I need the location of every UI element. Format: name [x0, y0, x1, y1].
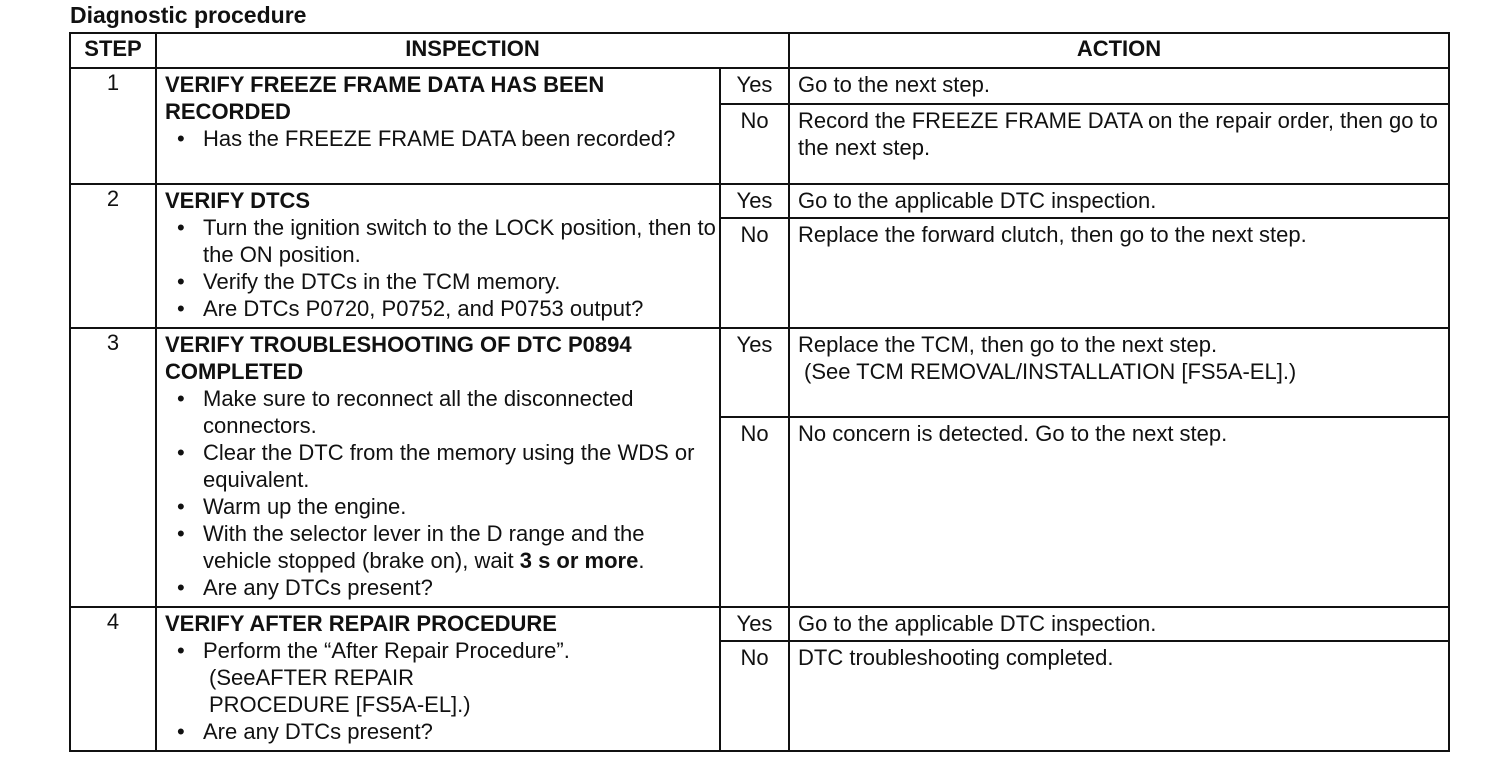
inspection-cell	[156, 184, 720, 328]
no-action: Record the FREEZE FRAME DATA on the repair order, then go to the next step.	[789, 104, 1449, 184]
inspection-bullet: • Verify the DTCs in the TCM memory.	[165, 268, 719, 295]
table-header-row	[70, 33, 1449, 68]
bullet-text: .	[638, 548, 645, 573]
header-inspection: INSPECTION	[156, 33, 789, 68]
inspection-bullet: • Make sure to reconnect all the disconnected connectors.	[165, 385, 719, 439]
step-number: 4	[70, 607, 156, 751]
no-label: No	[720, 641, 789, 751]
action-reference: (See TCM REMOVAL/INSTALLATION [FS5A-EL].)	[804, 359, 1297, 384]
inspection-bullet: • Has the FREEZE FRAME DATA been recorded?	[165, 125, 719, 152]
inspection-headline: VERIFY FREEZE FRAME DATA HAS BEEN RECORDED	[165, 72, 605, 124]
inspection-headline: VERIFY AFTER REPAIR PROCEDURE	[165, 611, 557, 636]
inspection-bullet: • Turn the ignition switch to the LOCK position, then to the ON position.	[165, 214, 719, 268]
no-action: DTC troubleshooting completed.	[789, 641, 1449, 751]
table-row	[70, 184, 1449, 218]
no-label: No	[720, 417, 789, 607]
inspection-bullet: • Clear the DTC from the memory using the WDS or equivalent.	[165, 439, 719, 493]
inspection-list	[165, 637, 719, 745]
yes-action: Go to the applicable DTC inspection.	[789, 607, 1449, 641]
header-step: STEP	[70, 33, 156, 68]
yes-label: Yes	[720, 184, 789, 218]
inspection-bullet: • Are any DTCs present?	[165, 718, 719, 745]
inspection-cell	[156, 607, 720, 751]
inspection-cell	[156, 68, 720, 184]
inspection-headline: VERIFY DTCS	[165, 188, 311, 213]
page-title: Diagnostic procedure	[70, 2, 307, 28]
inspection-bullet: • Are any DTCs present?	[165, 574, 719, 601]
table-row	[70, 328, 1449, 417]
yes-action: Go to the applicable DTC inspection.	[789, 184, 1449, 218]
yes-label: Yes	[720, 68, 789, 104]
inspection-bullet	[165, 520, 719, 574]
inspection-cell	[156, 328, 720, 607]
step-number: 2	[70, 184, 156, 328]
no-label: No	[720, 104, 789, 184]
no-label: No	[720, 218, 789, 328]
inspection-headline: VERIFY TROUBLESHOOTING OF DTC P0894 COMPLETED	[165, 332, 632, 384]
step-number: 1	[70, 68, 156, 184]
inspection-bullet	[165, 637, 719, 718]
inspection-list	[165, 214, 719, 322]
yes-label: Yes	[720, 607, 789, 641]
bullet-text: Perform the “After Repair Procedure”.	[203, 638, 570, 663]
bullet-text: With the selector lever in the D range and the vehicle stopped (brake on), wait	[203, 521, 645, 573]
no-action: No concern is detected. Go to the next step.	[789, 417, 1449, 607]
no-action: Replace the forward clutch, then go to the next step.	[789, 218, 1449, 328]
inspection-list	[165, 125, 719, 152]
inspection-bullet: • Are DTCs P0720, P0752, and P0753 output?	[165, 295, 719, 322]
table-row	[70, 68, 1449, 104]
bullet-emphasis: 3 s or more	[519, 548, 639, 573]
yes-action-cell	[789, 328, 1449, 417]
diagnostic-table	[69, 32, 1450, 752]
yes-action: Replace the TCM, then go to the next step.	[798, 332, 1218, 357]
header-action: ACTION	[789, 33, 1449, 68]
inspection-list	[165, 385, 719, 601]
bullet-reference: (SeeAFTER REPAIR PROCEDURE [FS5A-EL].)	[209, 665, 471, 717]
yes-label: Yes	[720, 328, 789, 417]
inspection-bullet: • Warm up the engine.	[165, 493, 719, 520]
table-row	[70, 607, 1449, 641]
yes-action: Go to the next step.	[789, 68, 1449, 104]
step-number: 3	[70, 328, 156, 607]
